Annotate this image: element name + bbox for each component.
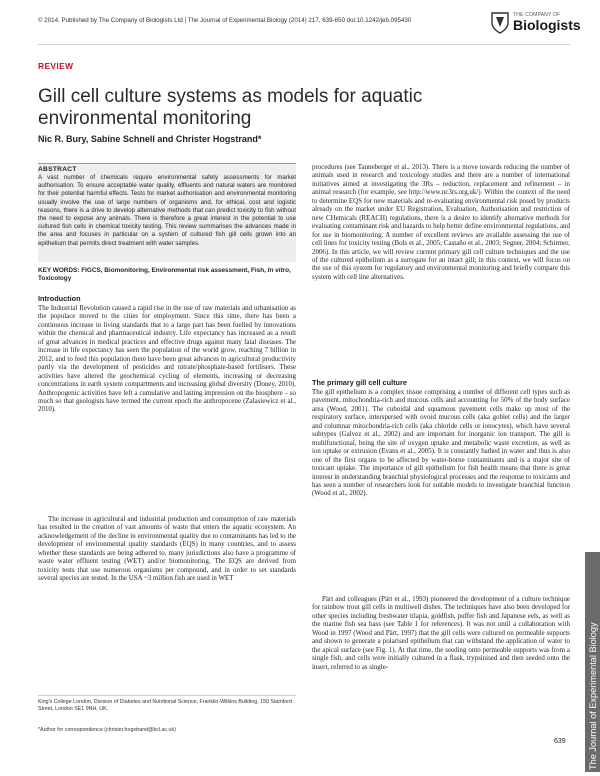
- header-divider: [38, 44, 570, 45]
- intro-paragraph-1: The Industrial Revolution caused a rapid rise in the use of raw materials and urbanisation as the populace moved to the cities for employment. Since this time, there has been a continuous increase in living standards that to a large part has been fuelled by innovations within the chemical and pharmaceutical industry. Life expectancy has increased as a result of great advances in medical practices and effective drugs against many fatal diseases. The increase in life expectancy has seen the population of the world grow, reaching 7 billion in 2012, and to feed this population there have been great advances in agricultural productivity partly via the development of pesticides and nitrate/phosphate-based fertilisers. These activities have altered the geochemical cycling of elements, increasing or decreasing concentrations in earth system compartments and increasing global diversity (Doney, 2010). Anthropogenic activities have left a cumulative and lasting impression on the biosphere – so much so that geologists have termed the current epoch the anthropocene (Zalasiewicz et al., 2010).: [38, 304, 296, 414]
- article-title: Gill cell culture systems as models for aquatic environmental monitoring: [38, 86, 423, 129]
- article-type-label: REVIEW: [38, 61, 74, 71]
- abstract-top-rule: [38, 163, 296, 164]
- abstract-heading: ABSTRACT: [38, 166, 77, 173]
- right-paragraph-1: procedures (see Tanneberger et al., 2013). There is a move towards reducing the number of animals used in research and toxicology studies and there are a number of international initiatives aimed at investigating the 3Rs – reduction, replacement and refinement – in animal research (for example, see http://www.nc3rs.org.uk/). Within the context of the need to determine EQS for new materials and re-evaluating environmental risk posed by products already on the market under EU Registration, Evaluation, Authorisation and restriction of new CHemicals (REACH) regulations, there is a desire to identify alternative methods for evaluating contaminant risk and hazards to help better define environmental regulations, and for use in biomonitoring. A number of excellent reviews are available assessing the use of cell lines for toxicity testing (Bols et al., 2005; Castaño et al., 2003; Segner, 2004; Schirmer, 2006). In this article, we will review current primary gill cell culture techniques and the use of the cultured epithelium as a surrogate for an intact gill; in this context, we will focus on the use of this system for regulatory and environmental monitoring and briefly compare this system with cell line alternatives.: [312, 163, 570, 281]
- keywords-italic: In vitro: [267, 267, 289, 274]
- keywords-list: FIGCS, Biomonitoring, Environmental risk assessment, Fish,: [81, 267, 266, 274]
- section-heading-gill-culture: The primary gill cell culture: [312, 378, 407, 387]
- intro-paragraph-2: The increase in agricultural and industrial production and consumption of raw materials has resulted in the creation of vast amounts of waste that enters the aquatic ecosystem. An acknowledgement of the decline in environmental quality due to contaminants has led to the development of environmental quality standards (EQS) in many countries, and to assess whether these standards are being adhered to, many jurisdictions also have a programme of waste water effluent testing (WET) and/or biomonitoring. The EQS are derived from toxicity tests that use numerous organisms per compound, and in order to set standards several species are tested. In the USA ~3 million fish are used in WET: [38, 515, 296, 583]
- affiliation-rule: [38, 695, 296, 696]
- author-list: Nic R. Bury, Sabine Schnell and Christer Hogstrand*: [38, 134, 262, 144]
- shield-logo-icon: [490, 11, 510, 35]
- keywords: [38, 267, 296, 283]
- affiliation: King's College London, Division of Diabetes and Nutritional Science, Franklin-Wilkins Building, 150 Stamford Street, London SE1 9NH, UK.: [38, 699, 292, 713]
- publisher-logo[interactable]: [490, 8, 581, 38]
- journal-side-banner-text: The Journal of Experimental Biology: [588, 622, 598, 770]
- page-number: 639: [554, 738, 566, 745]
- logo-small-text: THE COMPANY OF: [513, 12, 561, 18]
- keywords-label: KEY WORDS:: [38, 267, 80, 274]
- corresponding-author: *Author for correspondence (christer.hogstrand@kcl.ac.uk): [38, 727, 176, 733]
- intro-heading: Introduction: [38, 294, 81, 303]
- right-paragraph-3: Pärt and colleagues (Pärt et al., 1993) pioneered the development of a culture technique for rainbow trout gill cells in multiwell dishes. The techniques have also been developed for other species including freshwater tilapia, goldfish, puffer fish and Japanese eels, as well as the marine fish sea bass (see Table 1 for references). It was not until a collaboration with Wood in 1997 (Wood and Pärt, 1997) that the gill cells were cultured on permeable supports and shown to generate a polarised epithelium that can withstand the application of water to the apical surface (see Fig. 1). At that time, the seeding onto permeable supports was from a single fish, and cells were initially cultured in a flask, trypsinised and then seeded onto the insert, referred to as single-: [312, 595, 570, 671]
- keywords-list-end: , Toxicology: [38, 267, 291, 283]
- abstract-text: A vast number of chemicals require environmental safety assessments for market authorisation. To ensure acceptable water quality, effluents and natural waters are monitored for their potential harmful effects. Tests for market authorisation and environmental monitoring usually involve the use of large numbers of organisms and, for ethical, cost and logistic reasons, there is a drive to develop alternative methods that can predict toxicity to fish without the need to expose any animals. There is therefore a great interest in the potential to use cultured fish cells in chemical toxicity testing. This review summarises the advances made in the area and focuses in particular on a system of cultured fish gill cells grown into an epithelium that permits direct treatment with water samples.: [38, 174, 296, 247]
- logo-wordmark: Biologists: [513, 17, 581, 33]
- right-paragraph-2: The gill epithelium is a complex tissue comprising a number of different cell types such as pavement, mitochondria-rich and mucous cells and accounting for 50% of the body surface area (Wood, 2001). The cuboidal and squamous pavement cells make up most of the respiratory surface, interspersed with ovoid mucous cells (aka goblet cells) and the larger and columnar mitochondria-rich cells (aka chloride cells or ionocytes), which have several subtypes (Galvez et al., 2002) and are important for inorganic ion transport. The gill is multifunctional, being the site of oxygen uptake and metabolic waste excretion, as well as ion uptake or extrusion (Evans et al., 2005). It is constantly bathed in water and thus is also one of the first organs to be affected by water-borne contaminants and is a major site of toxicant uptake. The importance of gill epithelium for fish health means that there is great interest in understanding branchial physiological processes and the response to toxicants and has seen a number of researchers look for suitable models to investigate branchial function (Wood et al., 2002).: [312, 388, 570, 498]
- journal-citation-line: © 2014. Published by The Company of Biologists Ltd | The Journal of Experimental Biology (2014) 217, 639-650 doi:10.1242/jeb.095430: [38, 17, 412, 24]
